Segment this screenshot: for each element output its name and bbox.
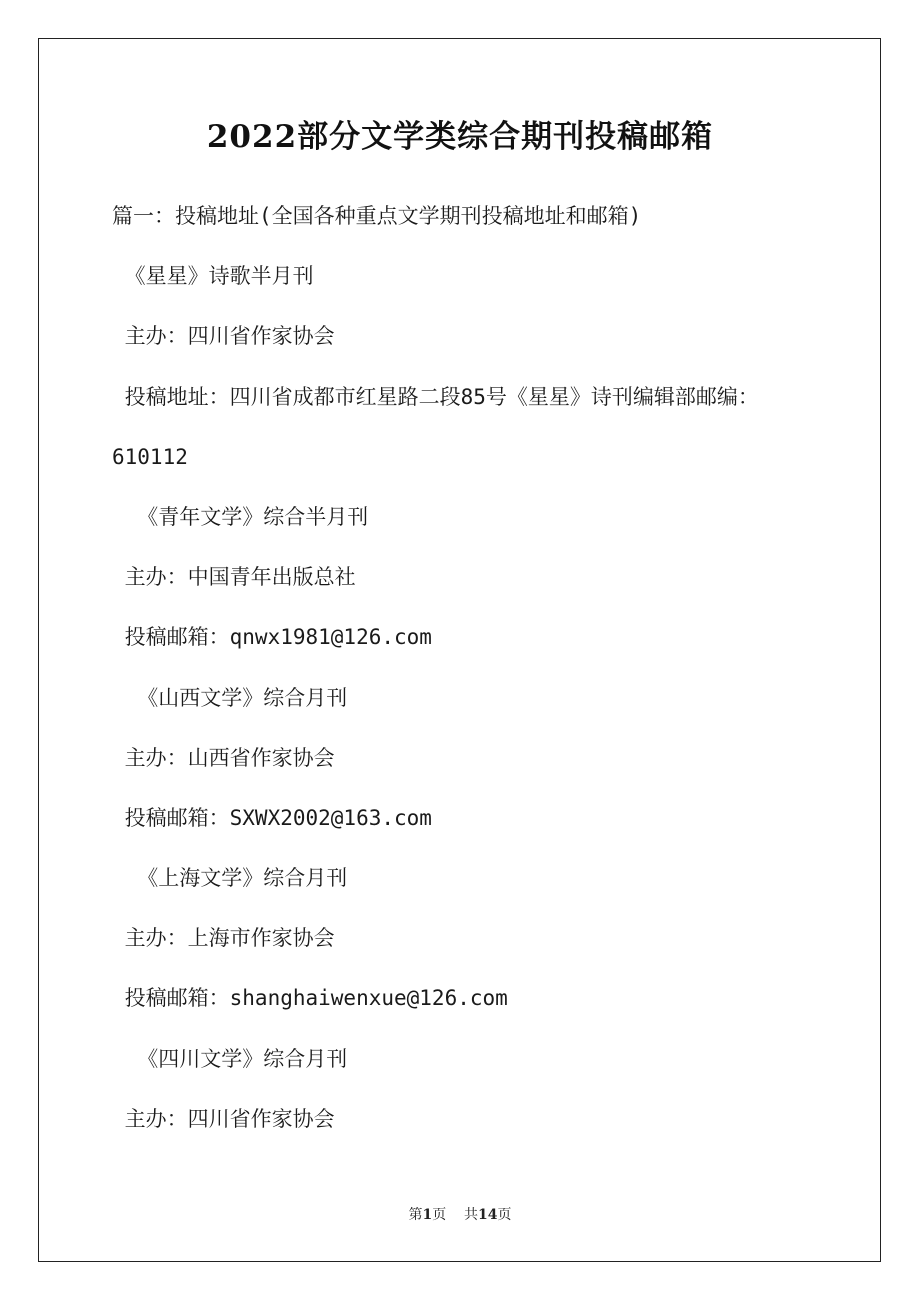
page-footer xyxy=(0,1204,920,1224)
footer-total-suffix: 页 xyxy=(497,1207,512,1223)
body-line: 《四川文学》综合月刊 xyxy=(112,1046,348,1071)
document-title: 2022部分文学类综合期刊投稿邮箱 xyxy=(206,119,714,155)
body-line: 投稿邮箱：shanghaiwenxue@126.com xyxy=(112,986,508,1011)
body-line: 主办：山西省作家协会 xyxy=(112,745,335,770)
body-line: 主办：四川省作家协会 xyxy=(112,324,335,349)
footer-total-pages: 14 xyxy=(478,1207,498,1223)
body-line: 篇一：投稿地址(全国各种重点文学期刊投稿地址和邮箱) xyxy=(112,204,642,228)
body-line: 《上海文学》综合月刊 xyxy=(112,866,348,891)
body-line: 主办：四川省作家协会 xyxy=(112,1106,335,1131)
body-line: 《星星》诗歌半月刊 xyxy=(112,264,314,289)
body-line: 投稿地址：四川省成都市红星路二段85号《星星》诗刊编辑部邮编： xyxy=(112,384,759,409)
body-line: 主办：中国青年出版总社 xyxy=(112,565,356,590)
document-body xyxy=(112,186,832,1149)
body-line: 投稿邮箱：qnwx1981@126.com xyxy=(112,625,432,650)
body-line: 投稿邮箱：SXWX2002@163.com xyxy=(112,805,432,830)
footer-page-prefix: 第 xyxy=(408,1207,423,1223)
body-line: 610112 xyxy=(112,444,188,469)
body-line: 《山西文学》综合月刊 xyxy=(112,685,348,710)
footer-page-number: 1 xyxy=(422,1207,433,1223)
footer-page-suffix: 页 xyxy=(432,1207,447,1223)
body-line: 主办：上海市作家协会 xyxy=(112,926,335,951)
footer-total-prefix: 共 xyxy=(464,1207,479,1223)
body-line: 《青年文学》综合半月刊 xyxy=(112,504,369,529)
